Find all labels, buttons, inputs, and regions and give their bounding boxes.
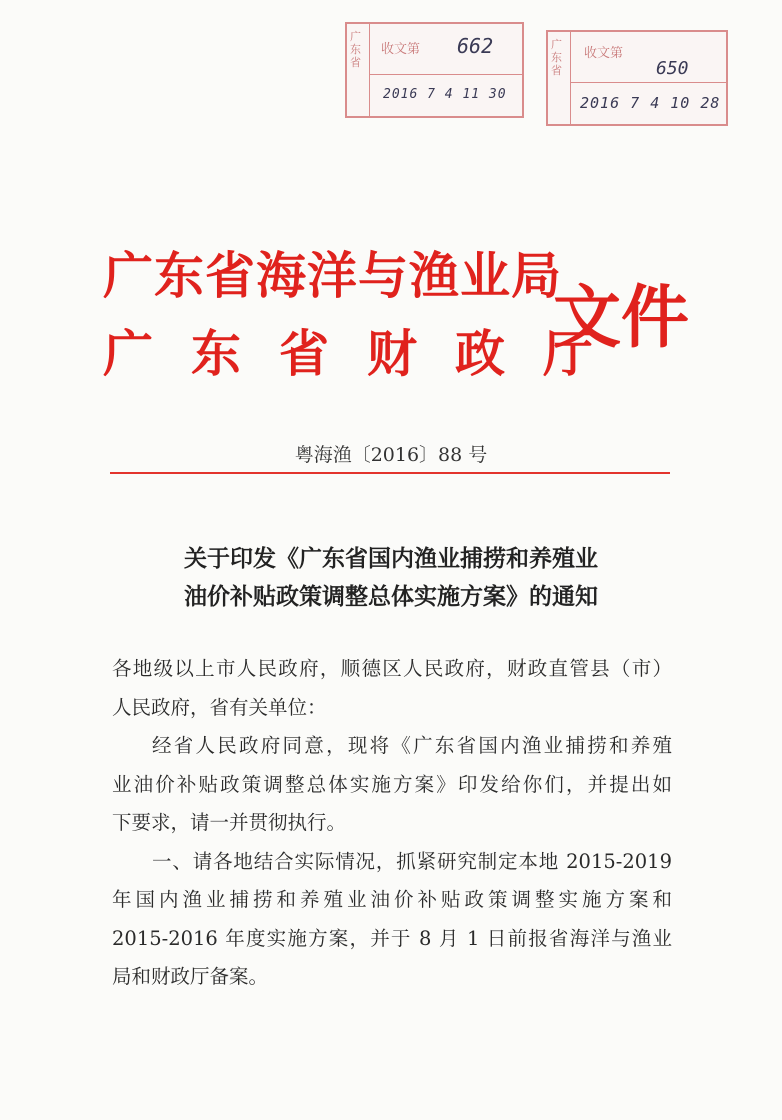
document-number: 粤海渔〔2016〕88 号 bbox=[294, 444, 488, 466]
body-line: 人民政府，省有关单位： bbox=[112, 695, 327, 719]
issuing-org-2: 广东省财政厅 bbox=[103, 325, 631, 383]
body-line: 2015-2016 年度实施方案，并于 8 月 1 日前报省海洋与渔业 bbox=[112, 926, 672, 950]
red-divider bbox=[110, 472, 670, 474]
stamp-2-label: 收文第 bbox=[584, 46, 624, 61]
stamp-2-side-label: 广东省 bbox=[551, 38, 562, 77]
stamp-1-number: 662 bbox=[457, 34, 494, 58]
stamp-1-side-label: 广东省 bbox=[350, 30, 361, 69]
body-line: 局和财政厅备案。 bbox=[112, 965, 269, 988]
stamp-1-date: 2016 7 4 11 30 bbox=[383, 87, 507, 102]
body-line: 年国内渔业捕捞和养殖业油价补贴政策调整实施方案和 bbox=[112, 888, 672, 911]
notice-title-line-2: 油价补贴政策调整总体实施方案》的通知 bbox=[184, 583, 598, 610]
document-suffix: 文件 bbox=[553, 279, 690, 358]
body-line: 下要求，请一并贯彻执行。 bbox=[112, 811, 347, 834]
body-text bbox=[112, 650, 672, 997]
body-line: 各地级以上市人民政府，顺德区人民政府，财政直管县（市） bbox=[112, 657, 672, 680]
receipt-stamp-1 bbox=[345, 22, 524, 118]
issuing-org-1: 广东省海洋与渔业局 bbox=[103, 247, 562, 305]
receipt-stamp-2 bbox=[546, 30, 728, 126]
stamp-1-label: 收文第 bbox=[381, 42, 421, 57]
body-line: 一、请各地结合实际情况，抓紧研究制定本地 2015-2019 bbox=[152, 849, 672, 873]
stamp-2-number: 650 bbox=[656, 58, 689, 79]
notice-title-line-1: 关于印发《广东省国内渔业捕捞和养殖业 bbox=[184, 545, 598, 572]
stamp-2-date: 2016 7 4 10 28 bbox=[580, 94, 721, 112]
body-line: 经省人民政府同意，现将《广东省国内渔业捕捞和养殖 bbox=[152, 734, 672, 757]
body-line: 业油价补贴政策调整总体实施方案》印发给你们，并提出如 bbox=[112, 772, 672, 796]
